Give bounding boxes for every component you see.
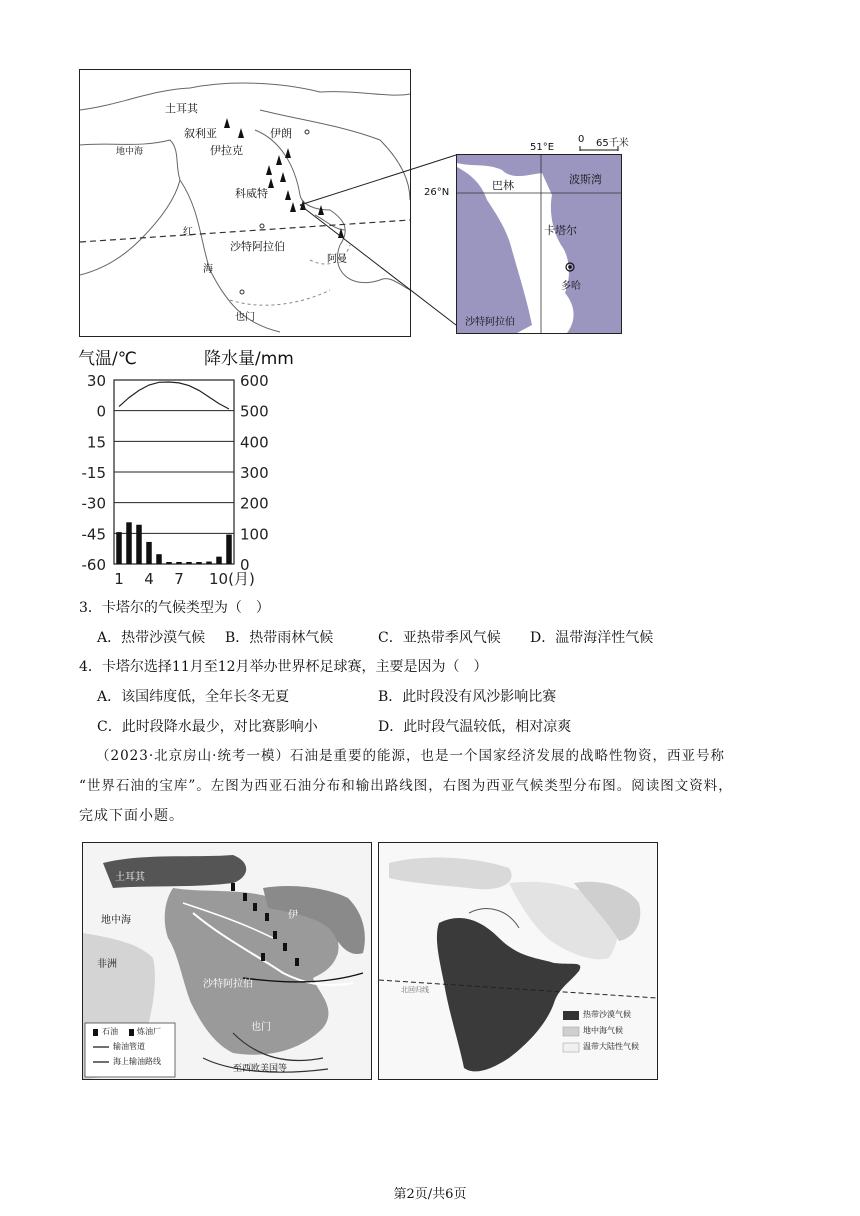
precipitation-bar — [216, 557, 222, 564]
map3-label-tropic: 北回归线 — [401, 986, 429, 994]
chart-right-tick: 0 — [240, 556, 250, 574]
map3-legend-mediterranean: 地中海气候 — [583, 1026, 623, 1035]
inset-scale-label: 65千米 — [596, 138, 629, 149]
climate-type-map — [378, 842, 658, 1080]
inset-scale-bar — [578, 146, 628, 152]
chart-left-tick: 0 — [96, 402, 106, 421]
chart-left-tick: -45 — [81, 525, 106, 544]
precipitation-bar — [166, 562, 172, 564]
inset-label-doha: 多哈 — [561, 281, 581, 292]
map3-legend-desert: 热带沙漠气候 — [583, 1010, 631, 1019]
q3-option-b: B．热带雨林气候 — [225, 630, 334, 646]
chart-right-tick: 100 — [240, 525, 269, 544]
map3-legend-continental: 温带大陆性气候 — [583, 1042, 639, 1051]
chart-right-tick: 500 — [240, 402, 269, 421]
q4-option-d: D．此时段气温较低，相对凉爽 — [378, 719, 572, 735]
chart-left-tick: 30 — [86, 372, 106, 390]
label-iraq: 伊拉克 — [210, 144, 243, 157]
label-syria: 叙利亚 — [184, 127, 217, 140]
label-yemen: 也门 — [235, 312, 255, 323]
inset-scale-zero: 0 — [578, 134, 585, 145]
map2-label-yemen: 也门 — [251, 1022, 271, 1033]
label-kuwait: 科威特 — [235, 187, 268, 200]
qatar-inset-map — [456, 154, 622, 334]
map2-label-africa: 非洲 — [97, 959, 117, 970]
label-mediterranean: 地中海 — [116, 147, 144, 157]
q4-option-c: C．此时段降水最少，对比赛影响小 — [97, 719, 318, 735]
label-red: 红 — [183, 227, 193, 238]
inset-latitude: 26°N — [424, 187, 450, 198]
chart-x-tick: 1 — [114, 570, 124, 588]
chart-right-tick: 600 — [240, 372, 269, 390]
inset-label-saudi: 沙特阿拉伯 — [465, 317, 515, 328]
q3-option-d: D．温带海洋性气候 — [530, 630, 654, 646]
precipitation-bar — [196, 562, 202, 564]
precipitation-bar — [176, 562, 182, 564]
chart-right-tick: 200 — [240, 494, 269, 513]
climate-chart-svg — [76, 366, 296, 594]
q4-stem: 4．卡塔尔选择11月至12月举办世界杯足球赛，主要是因为（ ） — [79, 659, 488, 675]
chart-right-axis-title: 降水量/mm — [204, 349, 294, 369]
inset-label-qatar: 卡塔尔 — [544, 224, 577, 237]
precipitation-bar — [226, 535, 232, 564]
q3-option-c: C．亚热带季风气候 — [378, 630, 501, 646]
chart-x-tick: 10(月) — [209, 570, 255, 588]
precipitation-bar — [116, 532, 122, 564]
chart-right-tick: 300 — [240, 464, 269, 482]
climate-chart — [76, 344, 296, 594]
chart-x-tick: 4 — [144, 570, 154, 588]
precipitation-bar — [126, 522, 132, 564]
label-saudi: 沙特阿拉伯 — [230, 240, 285, 253]
map2-legend-pipeline: 输油管道 — [113, 1042, 145, 1051]
page-footer: 第2页/共6页 — [393, 1187, 467, 1202]
map2-legend-oil: 石油 — [102, 1027, 118, 1036]
map2-label-saudi: 沙特阿拉伯 — [203, 979, 253, 990]
map2-label-iran: 伊 — [288, 910, 298, 921]
chart-left-tick: 15 — [86, 433, 106, 452]
precipitation-bar — [136, 525, 142, 564]
inset-connector-lines — [290, 150, 460, 330]
inset-label-bahrain: 巴林 — [492, 179, 514, 192]
precipitation-bar — [156, 554, 162, 564]
precipitation-bar — [146, 542, 152, 564]
precipitation-bar — [206, 562, 212, 564]
passage-line-2: “世界石油的宝库”。左图为西亚石油分布和输出路线图，右图为西亚气候类型分布图。阅读图文资料， — [79, 778, 733, 794]
chart-left-tick: -30 — [81, 494, 106, 513]
map2-label-route: 至西欧美国等 — [233, 1064, 288, 1074]
map2-label-mediterranean: 地中海 — [101, 915, 131, 926]
q4-option-b: B．此时段没有风沙影响比赛 — [378, 689, 557, 705]
chart-left-tick: -60 — [81, 556, 106, 574]
q4-option-a: A．该国纬度低，全年长冬无夏 — [97, 689, 290, 705]
label-iran: 伊朗 — [270, 127, 292, 140]
inset-label-gulf: 波斯湾 — [569, 173, 602, 186]
label-oman: 阿曼 — [327, 254, 347, 265]
map2-legend-sea-route: 海上输油路线 — [113, 1057, 161, 1066]
chart-left-tick: -15 — [81, 464, 106, 482]
q3-option-a: A．热带沙漠气候 — [97, 630, 206, 646]
chart-left-axis-title: 气温/℃ — [78, 349, 137, 369]
map2-label-turkey: 土耳其 — [115, 872, 145, 883]
label-turkey: 土耳其 — [165, 102, 198, 115]
inset-longitude: 51°E — [530, 142, 555, 153]
passage-line-1: （2023·北京房山·统考一模）石油是重要的能源，也是一个国家经济发展的战略性物资，西亚号称 — [96, 748, 725, 764]
passage-line-3: 完成下面小题。 — [79, 808, 184, 824]
q3-stem: 3．卡塔尔的气候类型为（ ） — [79, 600, 270, 616]
map2-legend-refinery: 炼油厂 — [137, 1027, 161, 1036]
chart-x-tick: 7 — [174, 570, 184, 588]
precipitation-bar — [186, 562, 192, 564]
chart-right-tick: 400 — [240, 433, 269, 452]
oil-route-map — [82, 842, 372, 1080]
temperature-curve — [119, 382, 229, 409]
label-sea: 海 — [203, 264, 213, 275]
